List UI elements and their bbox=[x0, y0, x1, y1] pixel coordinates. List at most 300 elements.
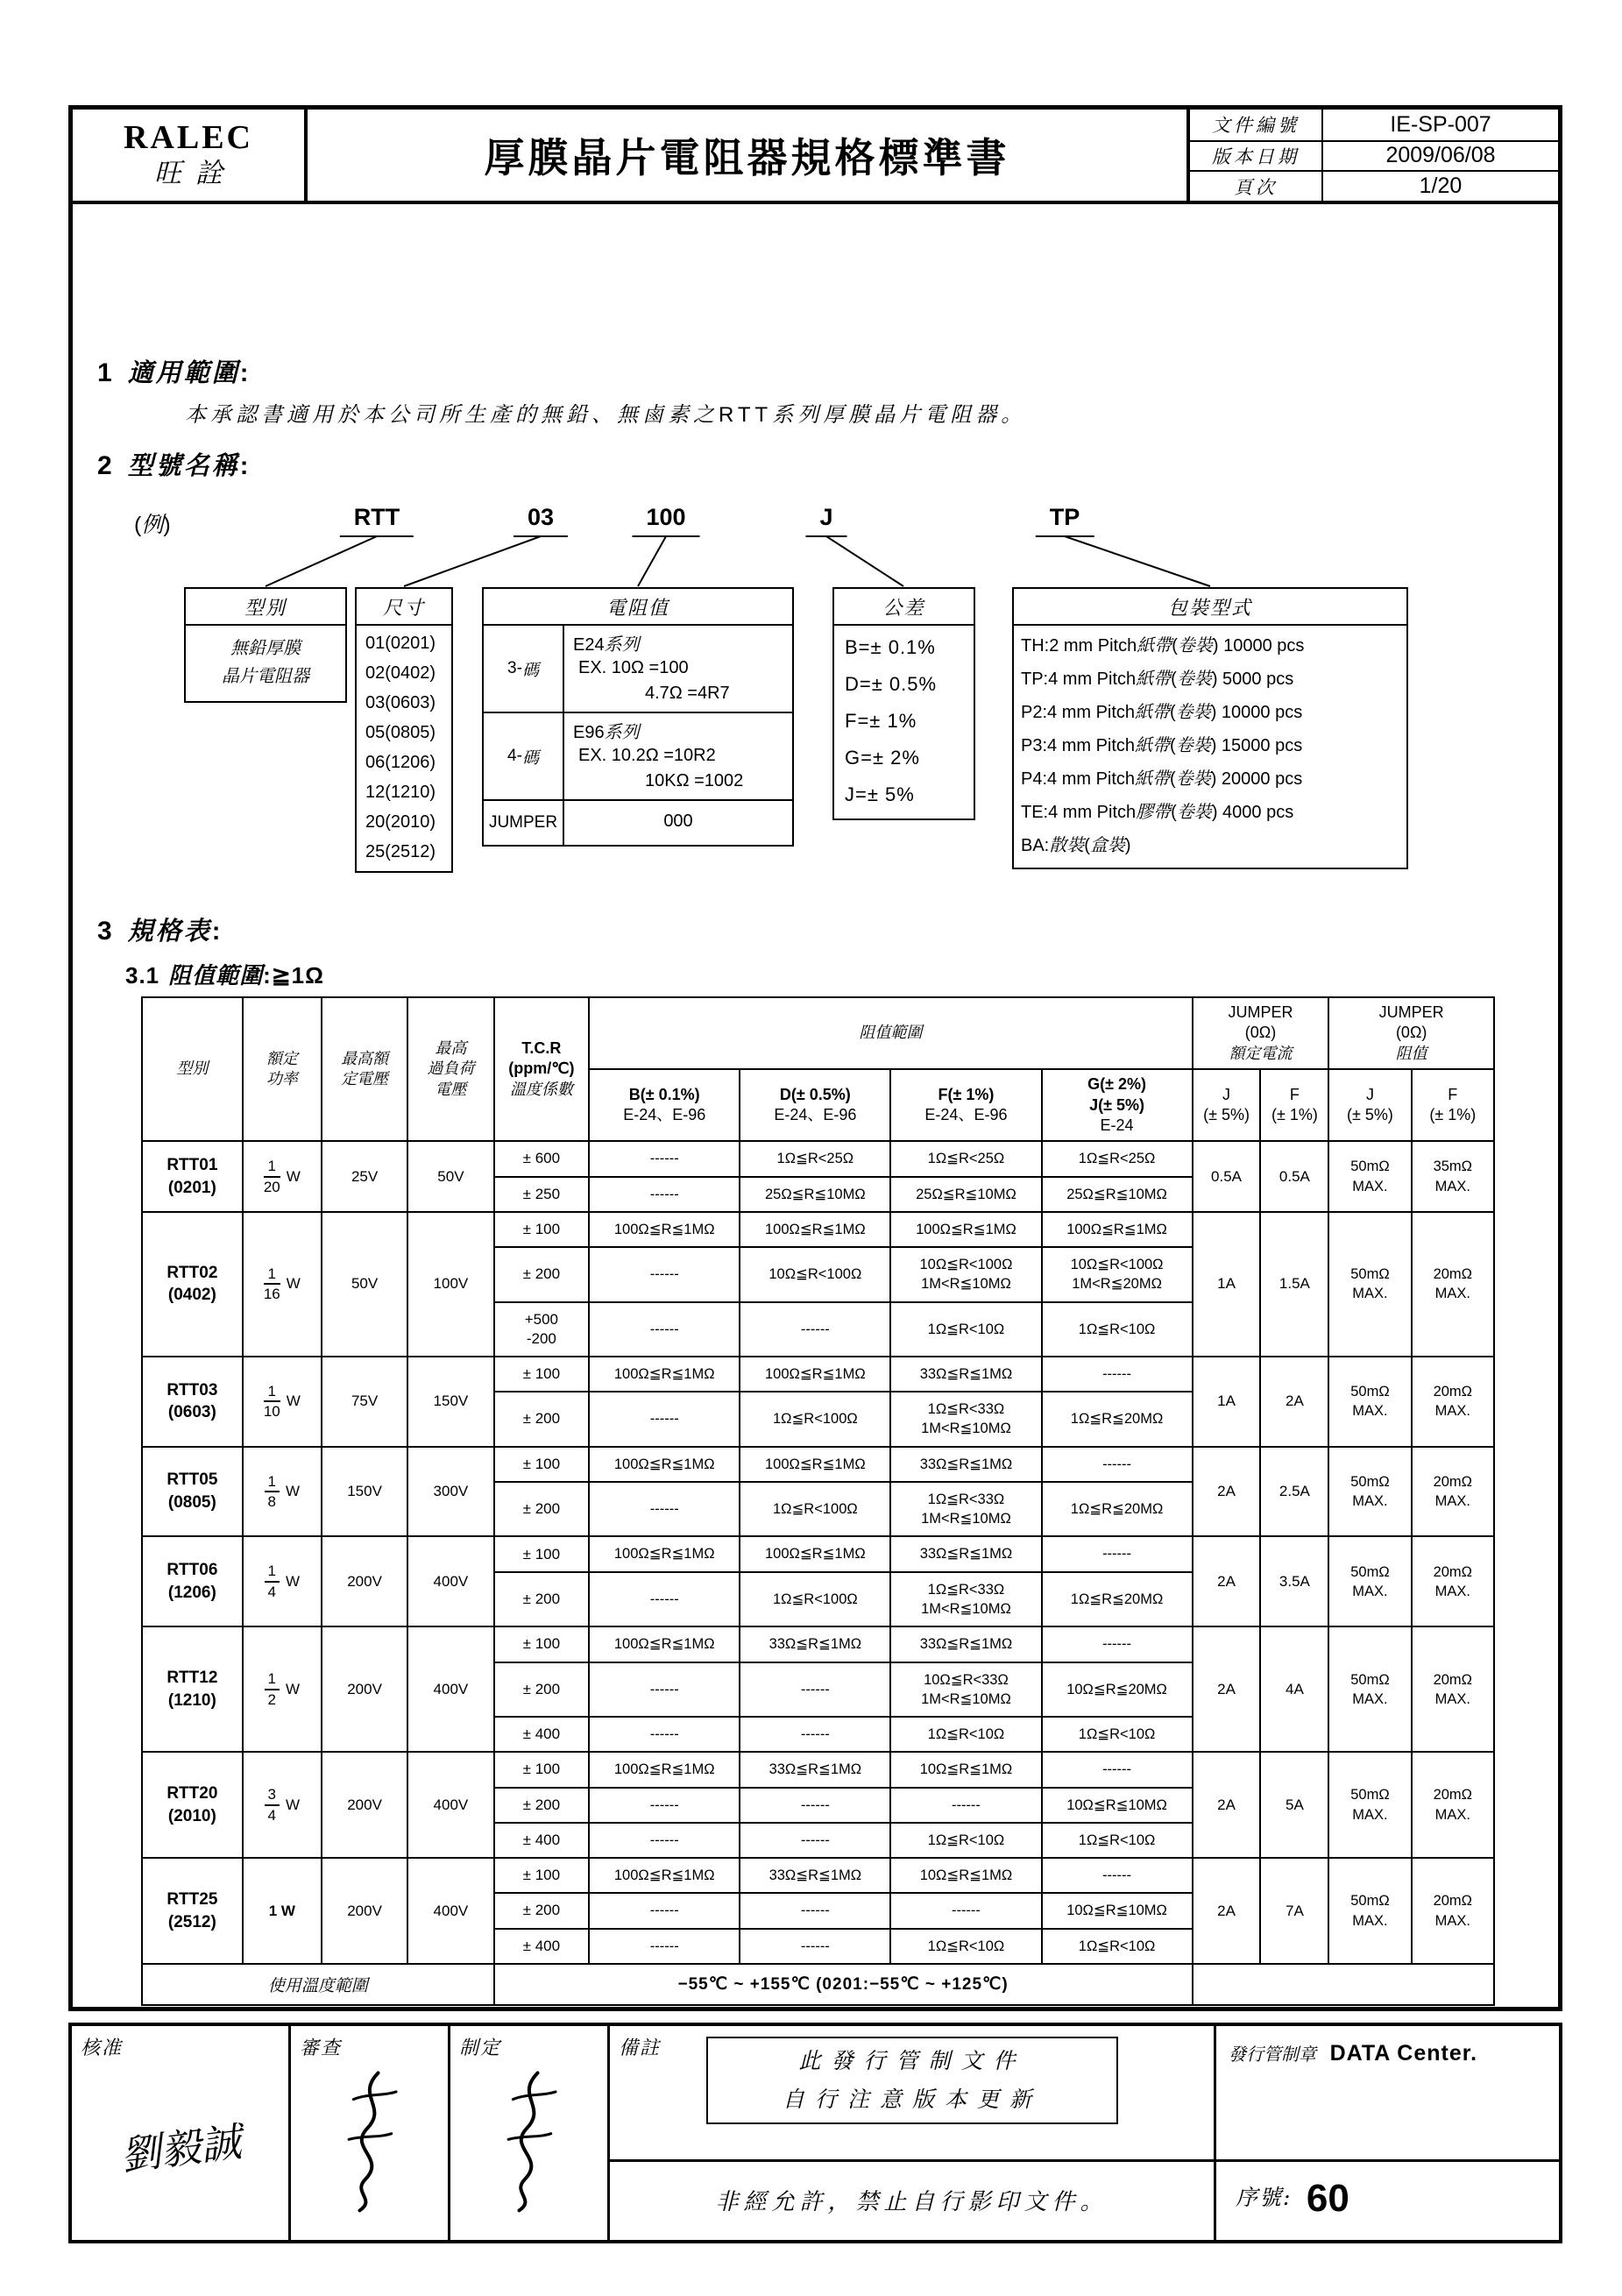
range-cell: 10Ω≦R≦1MΩ bbox=[890, 1858, 1041, 1893]
serial-divider bbox=[1216, 2159, 1559, 2162]
range-cell: 10Ω≦R≦20MΩ bbox=[1042, 1662, 1193, 1718]
spec-row bbox=[142, 1752, 1494, 1787]
overload-cell: 400V bbox=[407, 1626, 493, 1752]
range-cell: 100Ω≦R≦1MΩ bbox=[740, 1447, 890, 1482]
jumper-value-j-cell: 50mΩ MAX. bbox=[1328, 1536, 1411, 1626]
overload-cell: 400V bbox=[407, 1752, 493, 1858]
header-tolerance-2: F(± 1%) E-24、E-96 bbox=[890, 1069, 1041, 1141]
range-cell: ------ bbox=[589, 1177, 740, 1212]
range-cell: 1Ω≦R<10Ω bbox=[890, 1302, 1041, 1357]
range-cell: ------ bbox=[589, 1893, 740, 1928]
range-cell: ------ bbox=[589, 1823, 740, 1858]
stamp-line bbox=[1229, 2040, 1477, 2066]
range-cell: 1Ω≦R<10Ω bbox=[1042, 1717, 1193, 1752]
tolerance-list bbox=[834, 626, 974, 818]
serial-line bbox=[1236, 2177, 1349, 2221]
tcr-cell: +500 -200 bbox=[494, 1302, 590, 1357]
header-jumper-current-0: J (± 5%) bbox=[1193, 1069, 1261, 1141]
package-box-title: 包裝型式 bbox=[1014, 589, 1406, 626]
tcr-cell: ± 400 bbox=[494, 1823, 590, 1858]
jumper-current-j-cell: 1A bbox=[1193, 1212, 1261, 1357]
document-header bbox=[73, 110, 1558, 204]
jumper-value-f-cell: 20mΩ MAX. bbox=[1412, 1858, 1494, 1964]
range-cell: 33Ω≦R≦1MΩ bbox=[740, 1626, 890, 1662]
review-signature-scribble-icon bbox=[329, 2065, 410, 2218]
brand-chinese-name: 旺詮 bbox=[154, 157, 237, 189]
power-cell: $\frac{1}{16}$ W bbox=[243, 1212, 322, 1357]
header-jumper-value-1: F (± 1%) bbox=[1412, 1069, 1494, 1141]
note-box bbox=[706, 2037, 1118, 2124]
range-cell: ------ bbox=[1042, 1536, 1193, 1571]
section-3-1-heading bbox=[125, 958, 324, 990]
size-box bbox=[355, 587, 453, 873]
range-cell: ------ bbox=[1042, 1447, 1193, 1482]
range-cell: ------ bbox=[890, 1788, 1041, 1823]
range-cell: 100Ω≦R≦1MΩ bbox=[1042, 1212, 1193, 1247]
range-cell: 100Ω≦R≦1MΩ bbox=[740, 1536, 890, 1571]
jumper-current-f-cell: 5A bbox=[1260, 1752, 1328, 1858]
temp-range-value: −55℃ ~ +155℃ (0201:−55℃ ~ +125℃) bbox=[494, 1964, 1193, 2005]
overload-cell: 400V bbox=[407, 1536, 493, 1626]
spec-row bbox=[142, 1447, 1494, 1482]
resistance-example: 000 bbox=[663, 811, 693, 831]
model-cell: RTT05 (0805) bbox=[142, 1447, 243, 1537]
approve-label: 核准 bbox=[81, 2037, 124, 2059]
range-cell: ------ bbox=[1042, 1858, 1193, 1893]
resistance-example: EX. 10.2Ω =10R2 bbox=[578, 746, 716, 765]
header-power: 額定 功率 bbox=[243, 997, 322, 1141]
doc-page-row bbox=[1190, 170, 1558, 201]
model-cell: RTT20 (2010) bbox=[142, 1752, 243, 1858]
tcr-cell: ± 100 bbox=[494, 1212, 590, 1247]
jumper-value-j-cell: 50mΩ MAX. bbox=[1328, 1858, 1411, 1964]
voltage-cell: 200V bbox=[322, 1752, 407, 1858]
range-cell: 33Ω≦R≦1MΩ bbox=[740, 1858, 890, 1893]
tcr-cell: ± 100 bbox=[494, 1626, 590, 1662]
tolerance-box bbox=[832, 587, 975, 820]
header-jumper-value-0: J (± 5%) bbox=[1328, 1069, 1411, 1141]
approval-footer bbox=[68, 2023, 1562, 2243]
doc-number-value: IE-SP-007 bbox=[1390, 111, 1491, 137]
resistance-row bbox=[484, 799, 792, 845]
range-cell: 1Ω≦R≦20MΩ bbox=[1042, 1392, 1193, 1447]
spec-row bbox=[142, 1536, 1494, 1571]
range-cell: 100Ω≦R≦1MΩ bbox=[740, 1212, 890, 1247]
range-cell: 10Ω≦R<100Ω bbox=[740, 1247, 890, 1302]
spec-row bbox=[142, 1357, 1494, 1392]
overload-cell: 400V bbox=[407, 1858, 493, 1964]
spec-table bbox=[141, 996, 1495, 2006]
tcr-cell: ± 200 bbox=[494, 1893, 590, 1928]
range-cell: 100Ω≦R≦1MΩ bbox=[890, 1212, 1041, 1247]
range-cell: 1Ω≦R≦20MΩ bbox=[1042, 1572, 1193, 1627]
voltage-cell: 50V bbox=[322, 1212, 407, 1357]
header-jumper-value: JUMPER (0Ω) 阻值 bbox=[1328, 997, 1494, 1069]
doc-date-value: 2009/06/08 bbox=[1385, 143, 1496, 168]
tcr-cell: ± 200 bbox=[494, 1572, 590, 1627]
range-cell: ------ bbox=[740, 1823, 890, 1858]
size-box-title: 尺寸 bbox=[357, 589, 451, 626]
model-cell: RTT06 (1206) bbox=[142, 1536, 243, 1626]
section-2-heading bbox=[97, 446, 251, 482]
tcr-cell: ± 100 bbox=[494, 1447, 590, 1482]
model-cell: RTT12 (1210) bbox=[142, 1626, 243, 1752]
type-box-body: 無鉛厚膜 晶片電阻器 bbox=[222, 637, 309, 686]
jumper-value-f-cell: 20mΩ MAX. bbox=[1412, 1212, 1494, 1357]
power-cell: 1 W bbox=[243, 1858, 322, 1964]
jumper-current-f-cell: 7A bbox=[1260, 1858, 1328, 1964]
range-cell: 1Ω≦R<33Ω 1M<R≦10MΩ bbox=[890, 1572, 1041, 1627]
overload-cell: 50V bbox=[407, 1141, 493, 1212]
jumper-current-j-cell: 2A bbox=[1193, 1536, 1261, 1626]
list-item: TH:2 mm Pitch紙帶(卷裝) 10000 pcs bbox=[1021, 634, 1305, 655]
resistance-detail bbox=[564, 626, 792, 712]
range-cell: 10Ω≦R≦10MΩ bbox=[1042, 1893, 1193, 1928]
range-cell: 1Ω≦R<25Ω bbox=[740, 1141, 890, 1176]
jumper-current-j-cell: 1A bbox=[1193, 1357, 1261, 1447]
note-label: 備註 bbox=[619, 2037, 662, 2059]
range-cell: 100Ω≦R≦1MΩ bbox=[589, 1626, 740, 1662]
approve-cell bbox=[72, 2026, 291, 2240]
section-1-number: 1 bbox=[97, 358, 112, 387]
jumper-current-f-cell: 2.5A bbox=[1260, 1447, 1328, 1537]
jumper-current-f-cell: 3.5A bbox=[1260, 1536, 1328, 1626]
title-cell bbox=[308, 110, 1186, 201]
jumper-current-f-cell: 2A bbox=[1260, 1357, 1328, 1447]
list-item: G=± 2% bbox=[845, 747, 920, 769]
range-cell: 1Ω≦R<10Ω bbox=[1042, 1302, 1193, 1357]
jumper-current-j-cell: 2A bbox=[1193, 1752, 1261, 1858]
list-item: 25(2512) bbox=[365, 842, 436, 861]
section-2-title: 型號名稱: bbox=[127, 450, 251, 480]
resistance-box-title: 電阻值 bbox=[484, 589, 792, 626]
power-cell: $\frac{1}{4}$ W bbox=[243, 1536, 322, 1626]
jumper-value-j-cell: 50mΩ MAX. bbox=[1328, 1447, 1411, 1537]
logo-cell bbox=[73, 110, 308, 201]
voltage-cell: 150V bbox=[322, 1447, 407, 1537]
range-cell: 10Ω≦R<100Ω 1M<R≦10MΩ bbox=[890, 1247, 1041, 1302]
header-tolerance-0: B(± 0.1%) E-24、E-96 bbox=[589, 1069, 740, 1141]
list-item: 12(1210) bbox=[365, 783, 436, 802]
draft-label: 制定 bbox=[459, 2037, 502, 2059]
list-item: D=± 0.5% bbox=[845, 673, 938, 695]
range-cell: ------ bbox=[589, 1247, 740, 1302]
section-3-title: 規格表: bbox=[127, 916, 223, 946]
range-cell: 33Ω≦R≦1MΩ bbox=[890, 1447, 1041, 1482]
list-item: TP:4 mm Pitch紙帶(卷裝) 5000 pcs bbox=[1021, 668, 1294, 689]
jumper-current-f-cell: 0.5A bbox=[1260, 1141, 1328, 1212]
jumper-value-j-cell: 50mΩ MAX. bbox=[1328, 1357, 1411, 1447]
temp-range-row bbox=[142, 1964, 1494, 2005]
header-tcr: T.C.R (ppm/℃) 溫度係數 bbox=[494, 997, 590, 1141]
resistance-example: 10KΩ =1002 bbox=[645, 771, 744, 790]
spec-row bbox=[142, 1626, 1494, 1662]
jumper-value-f-cell: 20mΩ MAX. bbox=[1412, 1626, 1494, 1752]
jumper-value-f-cell: 20mΩ MAX. bbox=[1412, 1752, 1494, 1858]
example-part-tolerance: J bbox=[805, 504, 846, 537]
jumper-current-f-cell: 1.5A bbox=[1260, 1212, 1328, 1357]
brand-name: RALEC bbox=[123, 119, 254, 156]
note-line-1: 此發行管制文件 bbox=[798, 2048, 1026, 2073]
spec-row bbox=[142, 1212, 1494, 1247]
range-cell: 10Ω≦R≦1MΩ bbox=[890, 1752, 1041, 1787]
range-cell: ------ bbox=[589, 1717, 740, 1752]
resistance-detail bbox=[564, 713, 792, 799]
resistance-code: 3- 碼 bbox=[484, 626, 564, 712]
range-cell: 100Ω≦R≦1MΩ bbox=[589, 1536, 740, 1571]
resistance-value-box bbox=[482, 587, 794, 847]
section-1-body: 本承認書適用於本公司所生產的無鉛、無鹵素之RTT系列厚膜晶片電阻器。 bbox=[185, 402, 1027, 427]
document-title: 厚膜晶片電阻器規格標準書 bbox=[484, 135, 1010, 181]
range-cell: 25Ω≦R≦10MΩ bbox=[1042, 1177, 1193, 1212]
range-cell: ------ bbox=[740, 1893, 890, 1928]
resistance-detail bbox=[564, 801, 792, 845]
tcr-cell: ± 100 bbox=[494, 1357, 590, 1392]
model-cell: RTT02 (0402) bbox=[142, 1212, 243, 1357]
serial-label: 序號: bbox=[1236, 2185, 1293, 2210]
temp-range-label: 使用溫度範圍 bbox=[142, 1964, 494, 2005]
serial-number: 60 bbox=[1306, 2177, 1349, 2220]
document-info bbox=[1186, 110, 1558, 201]
range-cell: ------ bbox=[589, 1482, 740, 1537]
tcr-cell: ± 250 bbox=[494, 1177, 590, 1212]
header-tolerance-1: D(± 0.5%) E-24、E-96 bbox=[740, 1069, 890, 1141]
power-cell: $\frac{1}{10}$ W bbox=[243, 1357, 322, 1447]
tcr-cell: ± 100 bbox=[494, 1752, 590, 1787]
jumper-current-j-cell: 2A bbox=[1193, 1626, 1261, 1752]
package-list bbox=[1014, 626, 1406, 868]
power-cell: $\frac{3}{4}$ W bbox=[243, 1752, 322, 1858]
list-item: 05(0805) bbox=[365, 723, 436, 742]
overload-cell: 100V bbox=[407, 1212, 493, 1357]
approve-signature: 劉毅誠 bbox=[117, 2117, 244, 2179]
range-cell: 100Ω≦R≦1MΩ bbox=[589, 1752, 740, 1787]
doc-page-label: 頁 次 bbox=[1190, 172, 1323, 201]
jumper-value-j-cell: 50mΩ MAX. bbox=[1328, 1141, 1411, 1212]
range-cell: 1Ω≦R<10Ω bbox=[890, 1823, 1041, 1858]
resistance-example: 4.7Ω =4R7 bbox=[645, 684, 730, 703]
tcr-cell: ± 200 bbox=[494, 1788, 590, 1823]
resistance-row bbox=[484, 626, 792, 712]
size-code-list bbox=[357, 626, 451, 871]
note-line-2: 自行注意版本更新 bbox=[782, 2087, 1042, 2112]
range-cell: ------ bbox=[589, 1141, 740, 1176]
range-cell: ------ bbox=[740, 1717, 890, 1752]
range-cell: 25Ω≦R≦10MΩ bbox=[890, 1177, 1041, 1212]
voltage-cell: 200V bbox=[322, 1858, 407, 1964]
range-cell: 10Ω≦R≦10MΩ bbox=[1042, 1788, 1193, 1823]
list-item: 20(2010) bbox=[365, 812, 436, 832]
list-item: 01(0201) bbox=[365, 634, 436, 653]
voltage-cell: 200V bbox=[322, 1626, 407, 1752]
header-jumper-current: JUMPER (0Ω) 額定電流 bbox=[1193, 997, 1329, 1069]
tcr-cell: ± 400 bbox=[494, 1717, 590, 1752]
range-cell: 1Ω≦R<100Ω bbox=[740, 1392, 890, 1447]
tcr-cell: ± 200 bbox=[494, 1247, 590, 1302]
example-label: (例) bbox=[134, 512, 171, 537]
range-cell: 1Ω≦R<10Ω bbox=[890, 1717, 1041, 1752]
range-cell: 100Ω≦R≦1MΩ bbox=[740, 1357, 890, 1392]
range-cell: 25Ω≦R≦10MΩ bbox=[740, 1177, 890, 1212]
section-2-number: 2 bbox=[97, 451, 112, 480]
note-divider bbox=[610, 2159, 1214, 2162]
resistance-code: JUMPER bbox=[484, 801, 564, 845]
list-item: P4:4 mm Pitch紙帶(卷裝) 20000 pcs bbox=[1021, 768, 1303, 789]
model-cell: RTT25 (2512) bbox=[142, 1858, 243, 1964]
list-item: B=± 0.1% bbox=[845, 636, 936, 658]
range-cell: 100Ω≦R≦1MΩ bbox=[589, 1447, 740, 1482]
overload-cell: 150V bbox=[407, 1357, 493, 1447]
range-cell: 1Ω≦R≦20MΩ bbox=[1042, 1482, 1193, 1537]
note-cell bbox=[610, 2026, 1216, 2240]
range-cell: 1Ω≦R<25Ω bbox=[1042, 1141, 1193, 1176]
range-cell: 1Ω≦R<10Ω bbox=[1042, 1929, 1193, 1964]
range-cell: ------ bbox=[740, 1662, 890, 1718]
example-part-series: RTT bbox=[340, 504, 414, 537]
doc-date-row bbox=[1190, 140, 1558, 171]
range-cell: ------ bbox=[589, 1788, 740, 1823]
range-cell: ------ bbox=[589, 1662, 740, 1718]
voltage-cell: 25V bbox=[322, 1141, 407, 1212]
tcr-cell: ± 200 bbox=[494, 1392, 590, 1447]
range-cell: 1Ω≦R<100Ω bbox=[740, 1572, 890, 1627]
tcr-cell: ± 100 bbox=[494, 1858, 590, 1893]
jumper-value-f-cell: 20mΩ MAX. bbox=[1412, 1357, 1494, 1447]
range-cell: 10Ω≦R<100Ω 1M<R≦20MΩ bbox=[1042, 1247, 1193, 1302]
range-cell: 33Ω≦R≦1MΩ bbox=[890, 1626, 1041, 1662]
header-tolerance-3: G(± 2%) J(± 5%) E-24 bbox=[1042, 1069, 1193, 1141]
range-cell: 1Ω≦R<25Ω bbox=[890, 1141, 1041, 1176]
stamp-label: 發行管制章 bbox=[1229, 2044, 1316, 2065]
tcr-cell: ± 200 bbox=[494, 1662, 590, 1718]
power-cell: $\frac{1}{8}$ W bbox=[243, 1447, 322, 1537]
list-item: BA:散裝(盒裝) bbox=[1021, 834, 1131, 855]
range-cell: ------ bbox=[1042, 1626, 1193, 1662]
jumper-current-j-cell: 2A bbox=[1193, 1447, 1261, 1537]
model-cell: RTT03 (0603) bbox=[142, 1357, 243, 1447]
main-frame bbox=[68, 105, 1562, 2011]
range-cell: 1Ω≦R<10Ω bbox=[890, 1929, 1041, 1964]
header-model: 型別 bbox=[142, 997, 243, 1141]
resistance-example: EX. 10Ω =100 bbox=[578, 658, 689, 677]
list-item: 02(0402) bbox=[365, 663, 436, 683]
list-item: TE:4 mm Pitch膠帶(卷裝) 4000 pcs bbox=[1021, 801, 1294, 822]
list-item: J=± 5% bbox=[845, 783, 915, 805]
power-cell: $\frac{1}{2}$ W bbox=[243, 1626, 322, 1752]
connector-lines bbox=[73, 536, 1567, 587]
range-cell: 100Ω≦R≦1MΩ bbox=[589, 1357, 740, 1392]
voltage-cell: 200V bbox=[322, 1536, 407, 1626]
resistance-series: E96系列 bbox=[573, 721, 640, 742]
example-part-package: TP bbox=[1036, 504, 1094, 537]
jumper-value-f-cell: 35mΩ MAX. bbox=[1412, 1141, 1494, 1212]
package-box bbox=[1012, 587, 1408, 869]
spec-row bbox=[142, 1141, 1494, 1176]
range-cell: ------ bbox=[740, 1929, 890, 1964]
resistance-series: E24系列 bbox=[573, 634, 640, 655]
doc-number-label: 文件編號 bbox=[1190, 110, 1323, 140]
temp-range-empty bbox=[1193, 1964, 1494, 2005]
model-example-row bbox=[73, 504, 1558, 539]
stamp-cell bbox=[1216, 2026, 1559, 2240]
range-cell: 10Ω≦R<33Ω 1M<R≦10MΩ bbox=[890, 1662, 1041, 1718]
example-part-resistance: 100 bbox=[632, 504, 699, 537]
section-3-heading bbox=[97, 911, 223, 947]
jumper-value-j-cell: 50mΩ MAX. bbox=[1328, 1752, 1411, 1858]
range-cell: 1Ω≦R<10Ω bbox=[1042, 1823, 1193, 1858]
section-1-title: 適用範圍: bbox=[127, 358, 251, 387]
jumper-current-f-cell: 4A bbox=[1260, 1626, 1328, 1752]
tcr-cell: ± 100 bbox=[494, 1536, 590, 1571]
stamp-value: DATA Center. bbox=[1329, 2041, 1478, 2066]
review-label: 審查 bbox=[300, 2037, 343, 2059]
jumper-current-j-cell: 0.5A bbox=[1193, 1141, 1261, 1212]
example-part-size: 03 bbox=[514, 504, 568, 537]
range-cell: ------ bbox=[1042, 1357, 1193, 1392]
voltage-cell: 75V bbox=[322, 1357, 407, 1447]
jumper-value-f-cell: 20mΩ MAX. bbox=[1412, 1447, 1494, 1537]
range-cell: 1Ω≦R<33Ω 1M<R≦10MΩ bbox=[890, 1392, 1041, 1447]
resistance-row bbox=[484, 712, 792, 799]
tcr-cell: ± 400 bbox=[494, 1929, 590, 1964]
section-1-heading bbox=[97, 353, 251, 389]
range-cell: 1Ω≦R<100Ω bbox=[740, 1482, 890, 1537]
section-3-1-number: 3.1 bbox=[125, 962, 160, 989]
draft-cell bbox=[450, 2026, 610, 2240]
type-box bbox=[184, 587, 347, 703]
copy-prohibition-notice: 非經允許，禁止自行影印文件。 bbox=[715, 2189, 1108, 2215]
spec-row bbox=[142, 1858, 1494, 1893]
resistance-code: 4- 碼 bbox=[484, 713, 564, 799]
range-cell: 33Ω≦R≦1MΩ bbox=[890, 1357, 1041, 1392]
range-cell: ------ bbox=[589, 1302, 740, 1357]
list-item: F=± 1% bbox=[845, 710, 917, 732]
jumper-current-j-cell: 2A bbox=[1193, 1858, 1261, 1964]
range-cell: ------ bbox=[890, 1893, 1041, 1928]
range-cell: 1Ω≦R<33Ω 1M<R≦10MΩ bbox=[890, 1482, 1041, 1537]
range-cell: ------ bbox=[589, 1572, 740, 1627]
overload-cell: 300V bbox=[407, 1447, 493, 1537]
range-cell: 33Ω≦R≦1MΩ bbox=[740, 1752, 890, 1787]
tcr-cell: ± 200 bbox=[494, 1482, 590, 1537]
resistance-box-rows bbox=[484, 626, 792, 845]
model-cell: RTT01 (0201) bbox=[142, 1141, 243, 1212]
doc-number-row bbox=[1190, 110, 1558, 140]
range-cell: ------ bbox=[589, 1929, 740, 1964]
review-cell bbox=[291, 2026, 450, 2240]
type-box-title: 型別 bbox=[186, 589, 345, 626]
draft-signature-scribble-icon bbox=[489, 2065, 570, 2218]
range-cell: ------ bbox=[1042, 1752, 1193, 1787]
range-cell: 100Ω≦R≦1MΩ bbox=[589, 1858, 740, 1893]
range-cell: ------ bbox=[740, 1302, 890, 1357]
range-cell: ------ bbox=[740, 1788, 890, 1823]
range-cell: 100Ω≦R≦1MΩ bbox=[589, 1212, 740, 1247]
list-item: 03(0603) bbox=[365, 693, 436, 712]
jumper-value-f-cell: 20mΩ MAX. bbox=[1412, 1536, 1494, 1626]
doc-date-label: 版本日期 bbox=[1190, 142, 1323, 171]
list-item: P3:4 mm Pitch紙帶(卷裝) 15000 pcs bbox=[1021, 734, 1303, 755]
header-overload-voltage: 最高 過負荷 電壓 bbox=[407, 997, 493, 1141]
power-cell: $\frac{1}{20}$ W bbox=[243, 1141, 322, 1212]
header-jumper-current-1: F (± 1%) bbox=[1260, 1069, 1328, 1141]
range-cell: 33Ω≦R≦1MΩ bbox=[890, 1536, 1041, 1571]
list-item: P2:4 mm Pitch紙帶(卷裝) 10000 pcs bbox=[1021, 701, 1303, 722]
jumper-value-j-cell: 50mΩ MAX. bbox=[1328, 1212, 1411, 1357]
doc-page-value: 1/20 bbox=[1419, 174, 1463, 199]
range-cell: ------ bbox=[589, 1392, 740, 1447]
section-3-number: 3 bbox=[97, 917, 112, 946]
